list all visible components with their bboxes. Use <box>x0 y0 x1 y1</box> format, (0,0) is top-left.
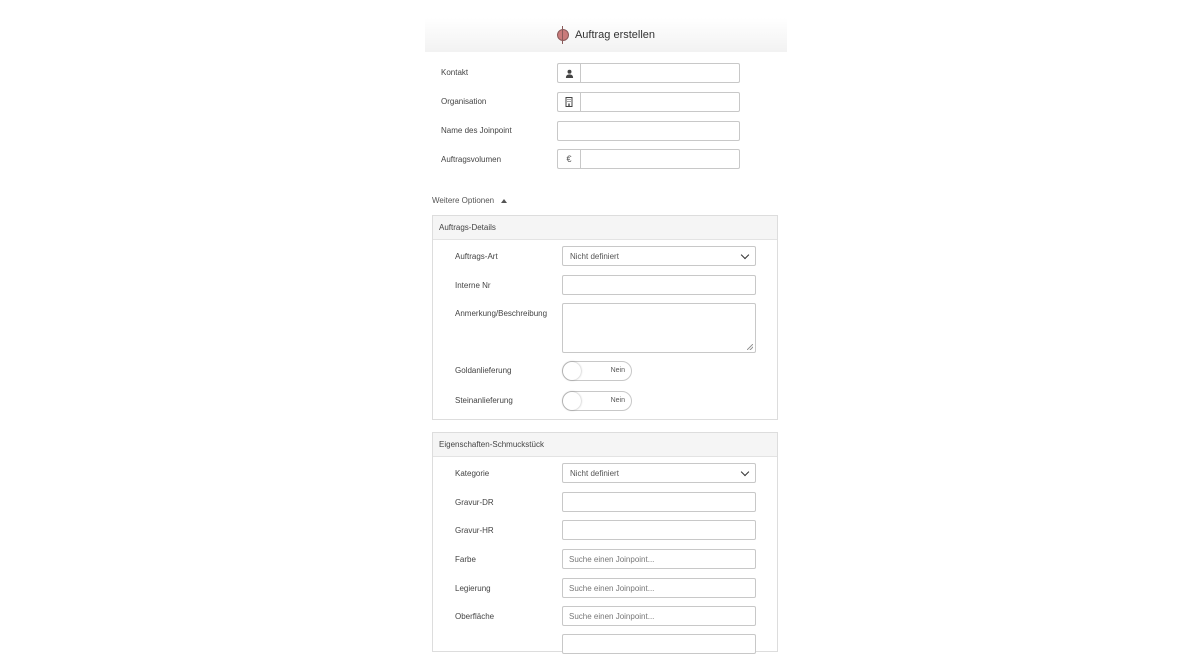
organisation-label: Organisation <box>441 97 487 106</box>
toggle-knob <box>563 392 581 410</box>
farbe-input[interactable] <box>562 549 756 569</box>
building-icon <box>557 92 580 112</box>
props-panel-title: Eigenschaften-Schmuckstück <box>433 433 777 457</box>
caret-up-icon <box>501 199 507 203</box>
organisation-input[interactable] <box>580 92 740 112</box>
next-field-input[interactable] <box>562 634 756 654</box>
auftrags-art-value: Nicht definiert <box>570 251 619 261</box>
chevron-down-icon <box>741 251 749 259</box>
volumen-input[interactable] <box>580 149 740 169</box>
resize-grip-icon[interactable] <box>747 344 753 350</box>
steinanlieferung-label: Steinanlieferung <box>455 396 513 405</box>
kontakt-label: Kontakt <box>441 68 469 77</box>
user-icon <box>557 63 580 83</box>
gem-logo-icon <box>557 29 569 41</box>
gravur-hr-label: Gravur-HR <box>455 526 494 535</box>
kategorie-value: Nicht definiert <box>570 468 619 478</box>
gravur-dr-input[interactable] <box>562 492 756 512</box>
auftrags-art-select[interactable] <box>562 246 756 266</box>
legierung-placeholder: Suche einen Joinpoint... <box>569 583 655 593</box>
legierung-input[interactable] <box>562 578 756 598</box>
auftrags-art-label: Auftrags-Art <box>455 252 498 261</box>
oberflaeche-input[interactable] <box>562 606 756 626</box>
goldanlieferung-toggle[interactable] <box>562 361 632 381</box>
oberflaeche-label: Oberfläche <box>455 612 495 621</box>
euro-icon: € <box>557 149 580 169</box>
goldanlieferung-value: Nein <box>610 367 625 374</box>
steinanlieferung-toggle[interactable] <box>562 391 632 411</box>
gravur-hr-input[interactable] <box>562 520 756 540</box>
toggle-knob <box>563 362 581 380</box>
volumen-label: Auftragsvolumen <box>441 155 502 164</box>
interne-nr-input[interactable] <box>562 275 756 295</box>
steinanlieferung-value: Nein <box>610 397 625 404</box>
joinpoint-input[interactable] <box>557 121 740 141</box>
more-options-toggle[interactable] <box>432 196 507 205</box>
kategorie-label: Kategorie <box>455 469 490 478</box>
farbe-label: Farbe <box>455 555 476 564</box>
anmerkung-textarea[interactable] <box>562 303 756 353</box>
legierung-label: Legierung <box>455 584 491 593</box>
interne-nr-label: Interne Nr <box>455 281 491 290</box>
gravur-dr-label: Gravur-DR <box>455 498 494 507</box>
more-options-label: Weitere Optionen <box>432 196 495 205</box>
kategorie-select[interactable] <box>562 463 756 483</box>
oberflaeche-placeholder: Suche einen Joinpoint... <box>569 611 655 621</box>
details-panel-title: Auftrags-Details <box>433 216 777 240</box>
form-header <box>425 18 787 52</box>
anmerkung-label: Anmerkung/Beschreibung <box>455 309 548 318</box>
farbe-placeholder: Suche einen Joinpoint... <box>569 554 655 564</box>
kontakt-input[interactable] <box>580 63 740 83</box>
joinpoint-label: Name des Joinpoint <box>441 126 512 135</box>
chevron-down-icon <box>741 468 749 476</box>
goldanlieferung-label: Goldanlieferung <box>455 366 512 375</box>
page-title: Auftrag erstellen <box>574 29 656 41</box>
